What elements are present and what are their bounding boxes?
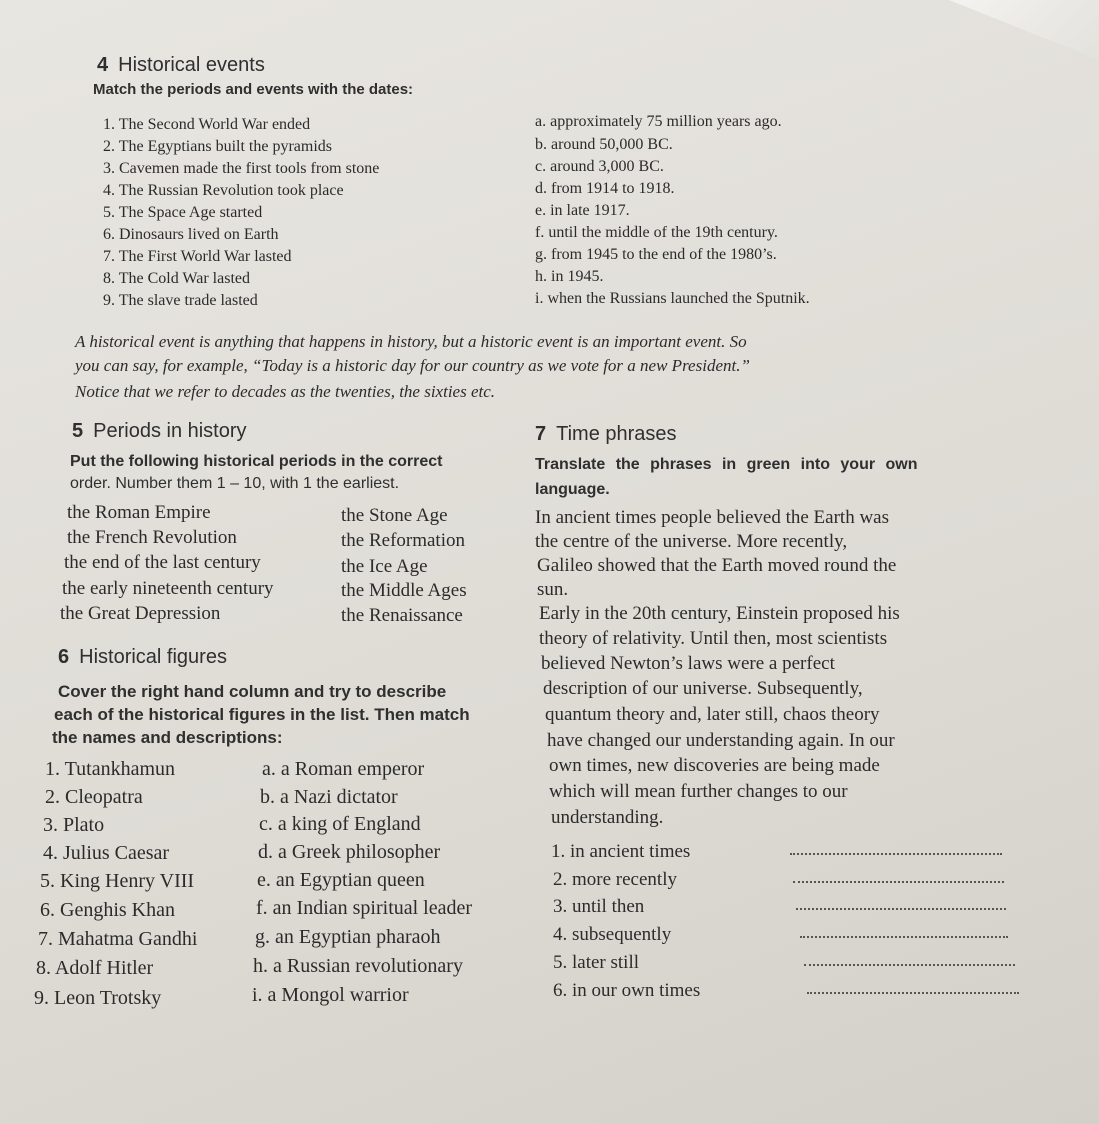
event-item: 9. The slave trade lasted [103,292,258,309]
answer-line[interactable] [796,906,1006,910]
phrase-item: 4. subsequently [553,924,672,945]
time-text-line: Galileo showed that the Earth moved round the [537,555,897,576]
answer-line[interactable] [793,879,1004,883]
section7-instruction-line: Translate the phrases in green into your own [535,456,918,473]
time-text-line: theory of relativity. Until then, most scientists [539,628,888,649]
note-line: you can say, for example, “Today is a historic day for our country as we vote for a new President.” [75,356,750,375]
time-text-line: the centre of the universe. More recently, [535,531,848,552]
date-item: f. until the middle of the 19th century. [535,224,778,241]
period-item: the Stone Age [341,505,448,526]
page-corner-flap [949,0,1099,60]
answer-line[interactable] [790,851,1002,855]
section5-title: Periods in history [93,420,247,442]
section6-heading [58,646,227,669]
figure-description: g. an Egyptian pharaoh [255,926,441,948]
date-item: a. approximately 75 million years ago. [535,113,782,130]
date-item: c. around 3,000 BC. [535,158,664,175]
answer-line[interactable] [804,962,1015,966]
period-item: the French Revolution [67,527,237,548]
phrase-item: 5. later still [553,952,640,973]
period-item: the end of the last century [64,552,261,573]
figure-name: 9. Leon Trotsky [34,987,162,1009]
time-text-line: sun. [537,579,569,600]
event-item: 3. Cavemen made the first tools from stone [103,160,380,177]
time-text-line: description of our universe. Subsequently, [543,678,863,699]
note-line: A historical event is anything that happens in history, but a historic event is an important event. So [75,332,747,351]
date-item: b. around 50,000 BC. [535,136,673,153]
period-item: the Renaissance [341,605,463,626]
section6-number: 6 [58,646,70,668]
time-text-line: have changed our understanding again. In our [547,730,895,751]
section6-instruction-line: Cover the right hand column and try to describe [58,682,447,701]
figure-name: 5. King Henry VIII [40,870,195,892]
figure-description: a. a Roman emperor [262,758,425,780]
date-item: e. in late 1917. [535,202,630,219]
section5-instruction-line: Put the following historical periods in the correct [70,453,443,470]
figure-description: d. a Greek philosopher [258,841,441,863]
figure-name: 8. Adolf Hitler [36,957,154,979]
figure-description: i. a Mongol warrior [252,984,409,1006]
section7-instruction-line: language. [535,481,610,498]
period-item: the Reformation [341,530,465,551]
date-item: i. when the Russians launched the Sputnik. [535,290,810,307]
section4-instruction: Match the periods and events with the dates: [93,81,414,98]
section5-instruction-line: order. Number them 1 – 10, with 1 the earliest. [70,475,400,492]
figure-description: c. a king of England [259,813,421,835]
section7-title: Time phrases [556,423,677,445]
figure-name: 7. Mahatma Gandhi [38,928,198,950]
figure-name: 2. Cleopatra [45,786,143,808]
time-text-line: quantum theory and, later still, chaos theory [545,704,880,725]
date-item: g. from 1945 to the end of the 1980’s. [535,246,777,263]
section7-heading [535,423,677,446]
phrase-item: 6. in our own times [553,980,701,1001]
figure-description: h. a Russian revolutionary [253,955,463,977]
event-item: 2. The Egyptians built the pyramids [103,138,333,155]
event-item: 7. The First World War lasted [103,248,292,265]
time-text-line: which will mean further changes to our [549,781,848,802]
time-text-line: Early in the 20th century, Einstein proposed his [539,603,900,624]
phrase-item: 2. more recently [553,869,677,890]
date-item: h. in 1945. [535,268,604,285]
time-text-line: understanding. [551,807,664,828]
figure-description: e. an Egyptian queen [257,869,425,891]
note-line: Notice that we refer to decades as the twenties, the sixties etc. [75,382,496,401]
figure-description: b. a Nazi dictator [260,786,398,808]
phrase-item: 3. until then [553,896,645,917]
section7-number: 7 [535,423,547,445]
date-item: d. from 1914 to 1918. [535,180,675,197]
section6-instruction-line: the names and descriptions: [52,728,283,747]
section4-heading [97,54,265,77]
event-item: 8. The Cold War lasted [103,270,250,287]
answer-line[interactable] [807,990,1019,994]
answer-line[interactable] [800,934,1008,938]
period-item: the Middle Ages [341,580,467,601]
phrase-item: 1. in ancient times [551,841,691,862]
section6-title: Historical figures [79,646,227,668]
event-item: 5. The Space Age started [103,204,263,221]
section4-number: 4 [97,54,109,76]
figure-description: f. an Indian spiritual leader [256,897,473,919]
period-item: the Ice Age [341,556,428,577]
period-item: the early nineteenth century [62,578,274,599]
event-item: 4. The Russian Revolution took place [103,182,344,199]
figure-name: 1. Tutankhamun [45,758,176,780]
figure-name: 6. Genghis Khan [40,899,175,921]
figure-name: 4. Julius Caesar [43,842,170,864]
figure-name: 3. Plato [43,814,105,836]
time-text-line: own times, new discoveries are being made [549,755,880,776]
period-item: the Roman Empire [67,502,211,523]
event-item: 6. Dinosaurs lived on Earth [103,226,279,243]
section4-title: Historical events [118,54,265,76]
time-text-line: In ancient times people believed the Earth was [535,507,890,528]
period-item: the Great Depression [60,603,221,624]
section5-heading [72,420,247,443]
section6-instruction-line: each of the historical figures in the list. Then match [54,705,470,724]
section5-number: 5 [72,420,84,442]
time-text-line: believed Newton’s laws were a perfect [541,653,835,674]
event-item: 1. The Second World War ended [103,116,311,133]
